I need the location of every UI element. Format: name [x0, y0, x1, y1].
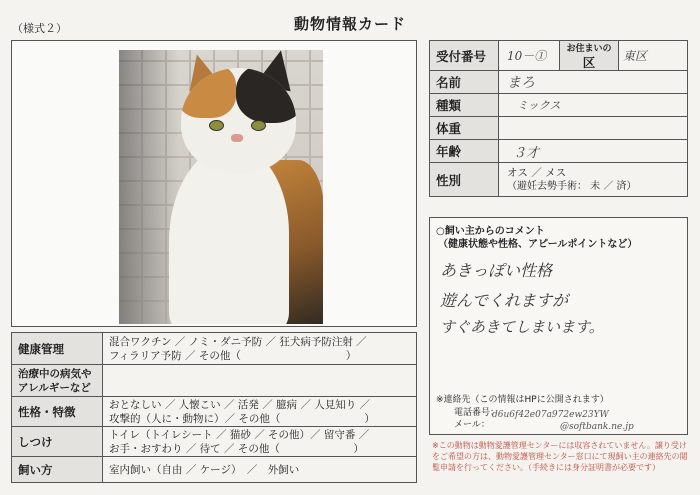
cat-head — [181, 68, 296, 173]
cat-nose — [231, 134, 243, 142]
cat-photo — [119, 50, 323, 324]
age-label: 年齢 — [430, 140, 499, 163]
cat-patch-black — [236, 68, 296, 123]
sex-options: オス ／ メス — [507, 166, 567, 179]
neuter-status: （避妊去勢手術： 未 ／ 済） — [507, 180, 637, 192]
personality-value: おとなしい ／ 人懐こい ／ 活発 ／ 臆病 ／ 人見知り ／ 攻撃的（人に・動物に）／ その他（ ） — [103, 397, 417, 427]
name-label: 名前 — [430, 71, 499, 94]
page-title: 動物情報カード — [293, 15, 406, 33]
training-label: しつけ — [12, 427, 103, 457]
comment-line-2: 遊んでくれますが — [440, 291, 569, 310]
owner-comment-box — [429, 217, 688, 435]
comment-line-1: あきっぽい性格 — [440, 261, 553, 280]
phone-label: 電話番号： — [454, 408, 500, 418]
warning-note: ※この動物は動物愛護管理センターには収容されていません。譲り受けをご希望の方は、動物愛護管理センター窓口にて現飼い主の連絡先の閲覧申請を行ってください。（手続きには身分証明書が必要です） — [432, 441, 688, 472]
cat-eye-right — [251, 120, 266, 131]
weight-value — [499, 117, 688, 140]
care-info-table — [11, 332, 417, 483]
health-label: 健康管理 — [12, 333, 103, 365]
cat-eye-left — [209, 120, 224, 131]
cat-patch-orange — [181, 68, 236, 118]
comment-subheading: （健康状態や性格、アピールポイントなど） — [438, 239, 638, 250]
animal-info-table — [429, 40, 688, 197]
illness-label: 治療中の病気や アレルギーなど — [12, 365, 103, 397]
age-value: ３才 — [499, 140, 688, 163]
reception-number-label: 受付番号 — [430, 41, 499, 71]
sex-label: 性別 — [430, 163, 499, 197]
breed-value: ミックス — [499, 94, 688, 117]
name-value: まろ — [499, 71, 688, 94]
mail-label: メール： — [454, 420, 490, 430]
mail-value-line2: @softbank.ne.jp — [560, 422, 634, 432]
comment-line-3: すぐあきてしまいます。 — [440, 318, 604, 336]
contact-heading: ※連絡先（この情報はHPに公開されます） — [436, 395, 609, 405]
illness-value — [103, 365, 417, 397]
form-code: （様式２） — [12, 22, 67, 35]
sex-value — [499, 163, 688, 197]
keeping-label: 飼い方 — [12, 457, 103, 483]
breed-label: 種類 — [430, 94, 499, 117]
personality-label: 性格・特徴 — [12, 397, 103, 427]
residence-value: 東区 — [619, 41, 688, 71]
reception-number-value: 10－① — [499, 41, 560, 71]
health-value: 混合ワクチン ／ ノミ・ダニ予防 ／ 狂犬病予防注射 ／ フィラリア予防 ／ その他（ ） — [103, 333, 417, 365]
keeping-value: 室内飼い（自由 ／ ケージ） ／ 外飼い — [103, 457, 417, 483]
training-value: トイレ（トイレシート ／ 猫砂 ／ その他）／ 留守番 ／ お手・おすわり ／ 待て ／ その他（ ） — [103, 427, 417, 457]
weight-label: 体重 — [430, 117, 499, 140]
comment-heading: ○飼い主からのコメント — [436, 226, 545, 237]
residence-label: お住まいの 区 — [560, 41, 619, 71]
mail-value-line1: d6u6f42e07a972ew23YW — [492, 410, 609, 420]
